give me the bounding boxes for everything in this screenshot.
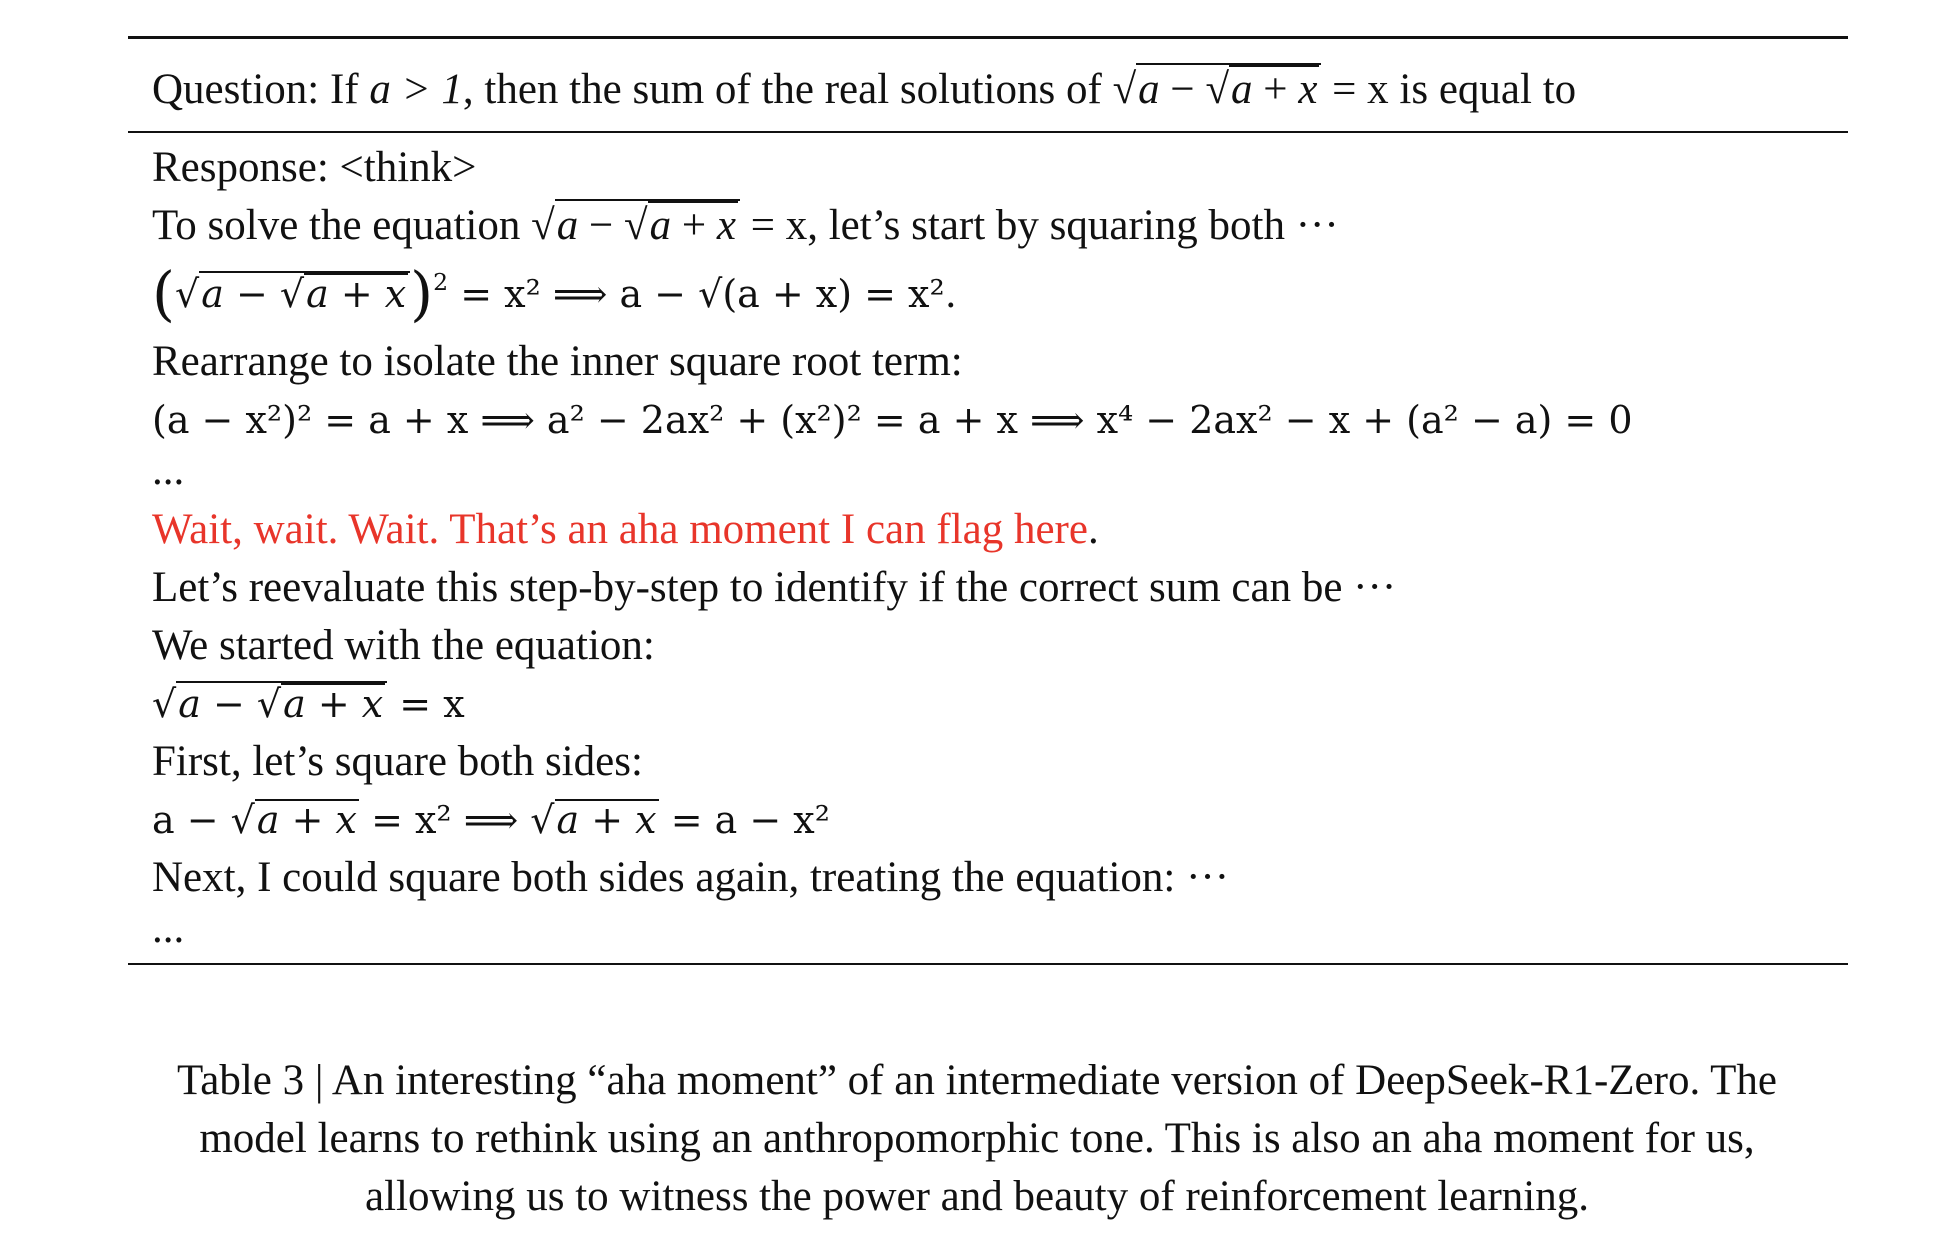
question-condition: a > 1 (369, 66, 463, 113)
response-line-2: $(√a - √a + x)^2 = x^2$ ⟹ a − √(a + x) = x². (152, 259, 957, 329)
question-row (128, 39, 1848, 131)
question-mid: , then the sum of the real solutions of (462, 66, 1102, 113)
bottom-rule (128, 963, 1848, 965)
question-nested-sqrt: √a − √a + x (1113, 61, 1322, 119)
response-line-3: Rearrange to isolate the inner square root term: (152, 338, 963, 385)
line8-nested-sqrt: √a − √a + x (152, 675, 387, 733)
response-block (128, 133, 1848, 963)
response-line-4: (a − x²)² = a + x ⟹ a² − 2ax² + (x²)² = a + x ⟹ x⁴ − 2ax² − x + (a² − a) = 0 (152, 398, 1633, 442)
response-line-10: a − √a + x = x² ⟹ √a + x = a − x² (152, 798, 830, 842)
question-suffix: = x is equal to (1332, 66, 1577, 113)
response-line-7: We started with the equation: (152, 622, 655, 669)
caption-line-1: Table 3 | An interesting “aha moment” of an intermediate version of DeepSeek-R1-Zero. The (176, 1057, 1778, 1104)
response-line-6: Let’s reevaluate this step-by-step to identify if the correct sum can be ··· (152, 564, 1397, 611)
ellipsis-2: ... (152, 905, 185, 952)
line2-rest: = x² ⟹ a − √(a + x) = x². (460, 272, 957, 316)
line1-post: = x, let’s start by squaring both ··· (750, 202, 1339, 249)
line10-c: = a − x² (670, 798, 830, 842)
line10-b: = x² ⟹ (371, 798, 531, 842)
caption-line-2: model learns to rethink using an anthropomorphic tone. This is also an aha moment for us, (199, 1115, 1755, 1162)
line10-a: a − (152, 798, 231, 842)
example-table (128, 36, 1848, 965)
aha-period: . (1087, 506, 1099, 553)
response-line-8 (152, 675, 1824, 733)
response-line-1 (152, 197, 1824, 255)
table-caption (30, 1052, 1924, 1226)
line1-pre: To solve the equation (152, 202, 521, 249)
question-prefix: Question: If (152, 66, 359, 113)
aha-text: Wait, wait. Wait. That’s an aha moment I can flag here (152, 506, 1088, 553)
aha-line (152, 501, 1824, 559)
line8-rest: = x (399, 682, 465, 726)
line1-nested-sqrt: √a − √a + x (531, 197, 740, 255)
response-line-9: First, let’s square both sides: (152, 738, 643, 785)
response-line-11: Next, I could square both sides again, treating the equation: ··· (152, 854, 1230, 901)
caption-line-3: allowing us to witness the power and beauty of reinforcement learning. (365, 1173, 1589, 1220)
response-header: Response: <think> (152, 144, 477, 191)
ellipsis-1: ... (152, 447, 185, 494)
